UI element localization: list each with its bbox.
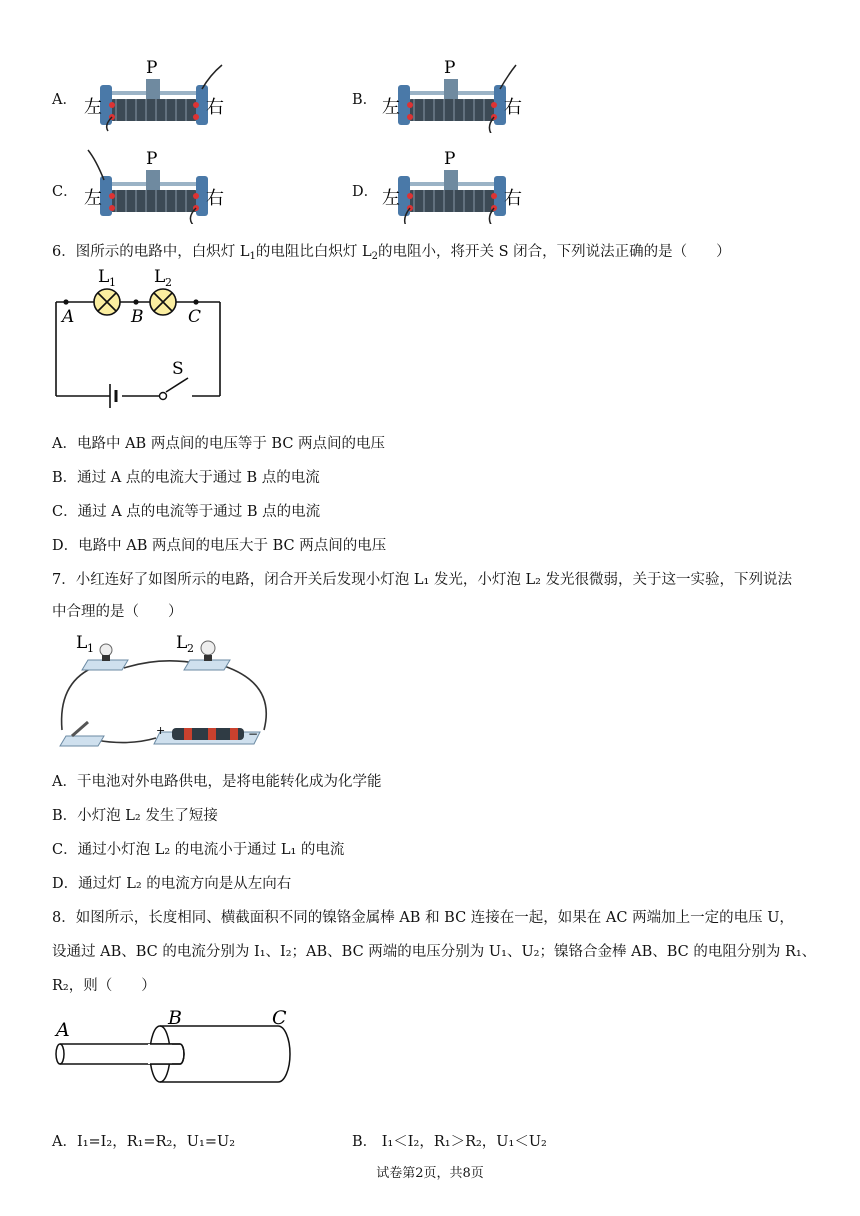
option-letter: B． <box>352 92 378 108</box>
left-label: 左 <box>84 97 102 118</box>
q7-stem-line1: 7．小红连好了如图所示的电路，闭合开关后发现小灯泡 L₁ 发光，小灯泡 L₂ 发光很微弱，关于这一实验，下列说法 <box>52 572 793 588</box>
svg-text:A: A <box>62 307 75 327</box>
rheostat-figure-d <box>380 146 530 224</box>
svg-text:L: L <box>176 633 188 653</box>
svg-text:1: 1 <box>87 642 94 655</box>
svg-text:A: A <box>56 1019 70 1041</box>
svg-text:2: 2 <box>187 642 194 655</box>
q8-option-b: B． I₁＜I₂，R₁＞R₂，U₁＜U₂ <box>352 1134 547 1150</box>
q7-option-a: A．干电池对外电路供电，是将电能转化成为化学能 <box>52 774 382 790</box>
q6-option-d: D．电路中 AB 两点间的电压大于 BC 两点间的电压 <box>52 538 387 554</box>
svg-text:C: C <box>272 1007 287 1029</box>
svg-text:B: B <box>168 1007 182 1029</box>
svg-text:左: 左 <box>382 97 400 118</box>
svg-text:P: P <box>444 58 456 78</box>
q8-option-a: A．I₁=I₂，R₁=R₂，U₁=U₂ <box>52 1134 236 1150</box>
q6-option-a: A．电路中 AB 两点间的电压等于 BC 两点间的电压 <box>52 436 386 452</box>
slider-label: P <box>146 58 158 78</box>
svg-text:+: + <box>156 724 166 737</box>
q7-stem-line2: 中合理的是（ ） <box>52 604 183 620</box>
page-footer: 试卷第2页，共8页 <box>376 1166 484 1181</box>
q7-option-b: B．小灯泡 L₂ 发生了短接 <box>52 808 218 824</box>
svg-text:P: P <box>146 149 158 169</box>
option-letter: A． <box>52 92 77 108</box>
svg-text:左: 左 <box>84 188 102 209</box>
q8-stem-line1: 8．如图所示，长度相同、横截面积不同的镍铬金属棒 AB 和 BC 连接在一起，如果在 AC 两端加上一定的电压 U， <box>52 910 794 926</box>
q6-stem: 6．图所示的电路中，白炽灯 $L_1$的电阻比白炽灯 $L_2$的电阻小，将开关 S 闭合，下列说法正确的是（ ） <box>52 244 731 262</box>
q6-option-b: B．通过 A 点的电流大于通过 B 点的电流 <box>52 470 320 486</box>
q6-option-c: C．通过 A 点的电流等于通过 B 点的电流 <box>52 504 321 520</box>
svg-text:−: − <box>248 727 259 741</box>
svg-text:左: 左 <box>382 188 400 209</box>
svg-text:2: 2 <box>165 276 172 289</box>
right-label: 右 <box>206 97 224 118</box>
rheostat-figure-b <box>380 55 530 133</box>
svg-text:1: 1 <box>109 276 116 289</box>
svg-text:右: 右 <box>206 188 224 209</box>
svg-text:P: P <box>444 149 456 169</box>
q7-option-d: D．通过灯 L₂ 的电流方向是从左向右 <box>52 876 292 892</box>
svg-text:右: 右 <box>504 97 522 118</box>
option-letter: D． <box>352 184 379 200</box>
svg-text:右: 右 <box>504 188 522 209</box>
q7-circuit-photo <box>52 628 282 754</box>
rheostat-figure-a <box>82 55 232 133</box>
rheostat-figure-c <box>82 146 232 224</box>
svg-text:S: S <box>172 359 184 379</box>
svg-text:C: C <box>188 307 202 327</box>
svg-text:B: B <box>131 307 144 327</box>
option-letter: C． <box>52 184 78 200</box>
q8-stem-line3: R₂，则（ ） <box>52 978 156 994</box>
q6-circuit-diagram <box>52 266 242 418</box>
svg-text:L: L <box>76 633 88 653</box>
svg-text:L: L <box>98 267 110 287</box>
q7-option-c: C．通过小灯泡 L₂ 的电流小于通过 L₁ 的电流 <box>52 842 345 858</box>
q8-stem-line2: 设通过 AB、BC 的电流分别为 I₁、I₂；AB、BC 两端的电压分别为 U₁、U₂；镍铬合金棒 AB、BC 的电阻分别为 R₁、 <box>52 944 817 960</box>
q8-rods-diagram <box>52 1002 302 1088</box>
svg-text:L: L <box>154 267 166 287</box>
